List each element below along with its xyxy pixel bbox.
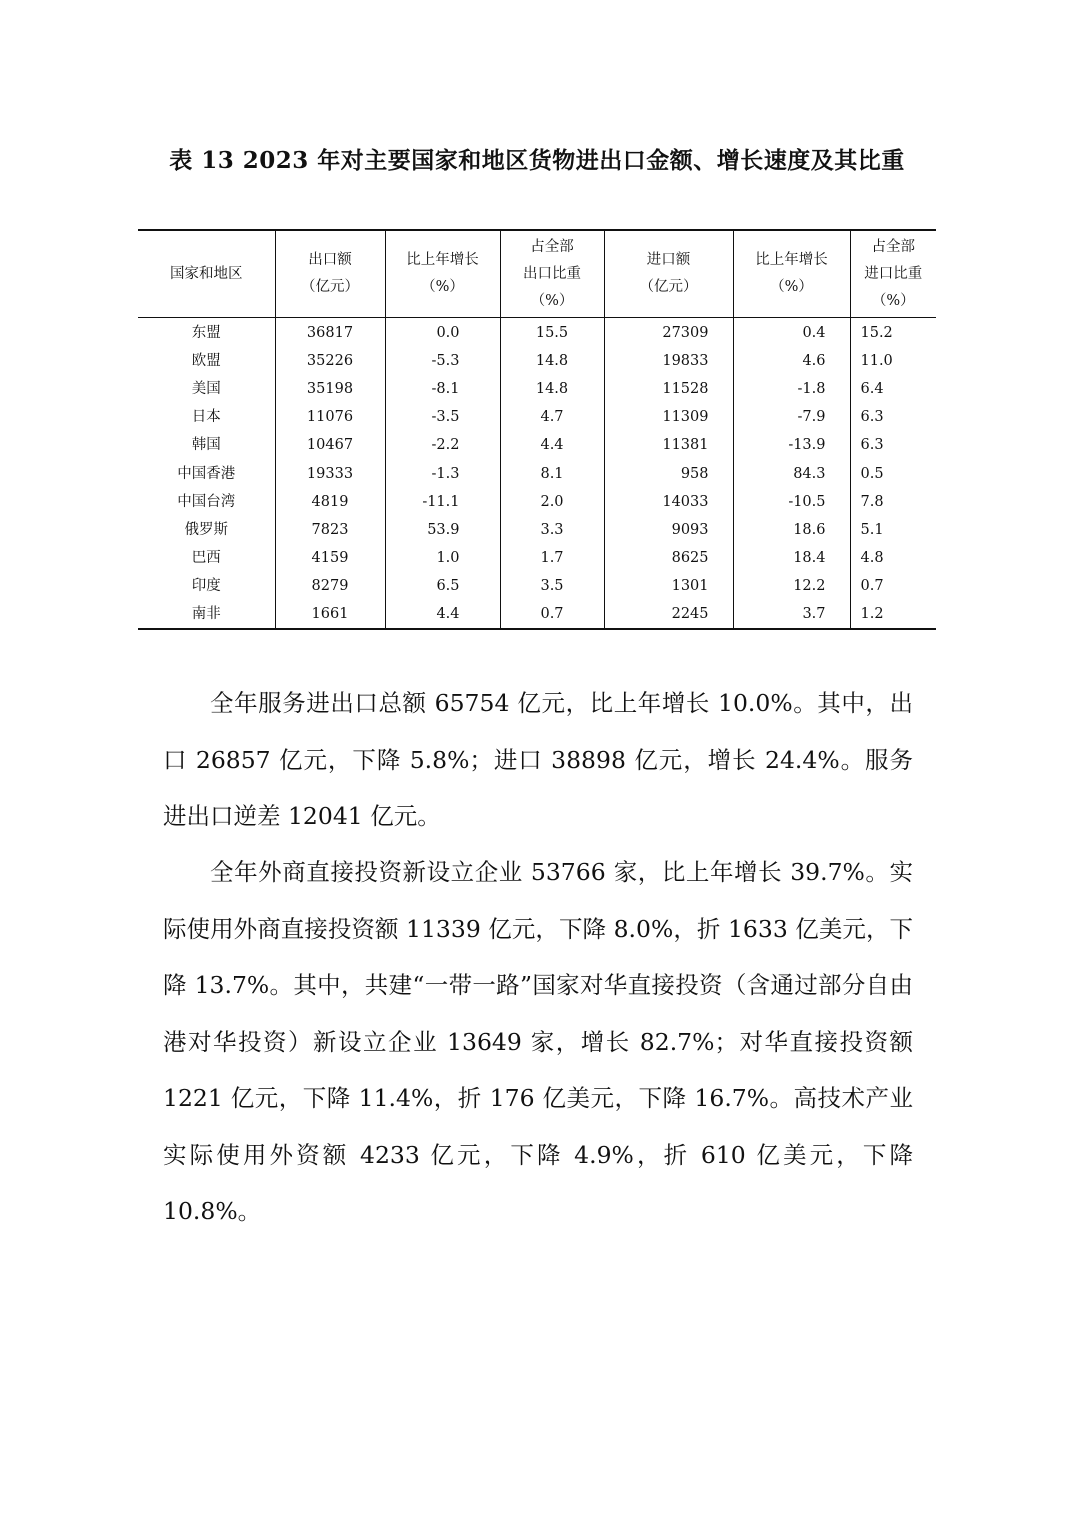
cell-import-growth: 18.4 (733, 544, 850, 572)
table-row (138, 375, 936, 403)
table-row (138, 459, 936, 487)
table-row (138, 403, 936, 431)
cell-region: 韩国 (138, 431, 275, 459)
cell-export: 35226 (275, 347, 385, 375)
cell-import-share: 7.8 (860, 493, 884, 510)
header-line: 进口额 (646, 252, 691, 268)
cell-import-share: 0.5 (860, 465, 884, 482)
header-export-share (500, 230, 604, 318)
table-title: 表 13 2023 年对主要国家和地区货物进出口金额、增长速度及其比重 (169, 147, 905, 174)
table-row (138, 600, 936, 629)
cell-import-share: 15.2 (860, 325, 893, 342)
cell-import-share: 6.4 (860, 381, 884, 398)
cell-import: 14033 (604, 488, 733, 516)
cell-region: 东盟 (138, 318, 275, 348)
header-line: 占全部 (530, 238, 574, 255)
cell-import-growth: -1.8 (733, 375, 850, 403)
cell-import-share: 6.3 (860, 437, 884, 454)
cell-export-growth: 6.5 (385, 572, 500, 600)
paragraph-services-trade: 全年服务进出口总额 65754 亿元，比上年增长 10.0%。其中，出口 26857 亿元，下降 5.8%；进口 38898 亿元，增长 24.4%。服务进出口逆差 12041 亿元。 (163, 689, 913, 830)
cell-export: 8279 (275, 572, 385, 600)
header-line: 比上年增长 (755, 252, 828, 268)
header-region (138, 230, 275, 318)
header-import-growth (733, 230, 850, 318)
cell-import-growth: 3.7 (733, 600, 850, 629)
cell-export: 1661 (275, 600, 385, 629)
cell-export-share: 2.0 (500, 488, 604, 516)
header-line: 出口比重 (523, 265, 581, 282)
cell-import-growth: 18.6 (733, 516, 850, 544)
cell-export-growth: -8.1 (385, 375, 500, 403)
header-line: （%） (530, 292, 574, 309)
table-row (138, 431, 936, 459)
cell-export: 19333 (275, 459, 385, 487)
header-line: （亿元） (639, 279, 698, 295)
cell-export: 10467 (275, 431, 385, 459)
cell-export-growth: -5.3 (385, 347, 500, 375)
header-line: 占全部 (871, 238, 915, 255)
cell-region: 巴西 (138, 544, 275, 572)
cell-region: 南非 (138, 600, 275, 629)
header-line: （%） (871, 292, 915, 309)
cell-export-share: 0.7 (500, 600, 604, 629)
cell-import-share: 1.2 (860, 605, 884, 622)
table-row (138, 488, 936, 516)
cell-import-growth: -10.5 (733, 488, 850, 516)
cell-export-share: 14.8 (500, 375, 604, 403)
cell-export: 35198 (275, 375, 385, 403)
cell-import: 27309 (604, 318, 733, 348)
cell-import: 11381 (604, 431, 733, 459)
header-export-growth (385, 230, 500, 318)
cell-import-growth: -7.9 (733, 403, 850, 431)
cell-export: 11076 (275, 403, 385, 431)
cell-import-growth: 12.2 (733, 572, 850, 600)
cell-import: 19833 (604, 347, 733, 375)
cell-region: 印度 (138, 572, 275, 600)
cell-export-share: 14.8 (500, 347, 604, 375)
header-line: （%） (770, 279, 813, 295)
cell-region: 日本 (138, 403, 275, 431)
trade-table (138, 229, 936, 630)
header-export (275, 230, 385, 318)
table-row (138, 516, 936, 544)
cell-import: 9093 (604, 516, 733, 544)
cell-export: 36817 (275, 318, 385, 348)
cell-import: 1301 (604, 572, 733, 600)
cell-export-growth: 0.0 (385, 318, 500, 348)
header-line: （%） (421, 279, 464, 295)
header-import-share (850, 230, 936, 318)
cell-region: 中国台湾 (138, 488, 275, 516)
header-line: 比上年增长 (406, 252, 479, 268)
table-body (138, 318, 936, 630)
cell-export-share: 15.5 (500, 318, 604, 348)
cell-export-growth: 4.4 (385, 600, 500, 629)
cell-export-share: 8.1 (500, 459, 604, 487)
cell-import-share: 5.1 (860, 521, 884, 538)
cell-export-growth: -2.2 (385, 431, 500, 459)
table-row (138, 572, 936, 600)
cell-import-share: 4.8 (860, 549, 884, 566)
cell-export-growth: 53.9 (385, 516, 500, 544)
cell-import-growth: -13.9 (733, 431, 850, 459)
cell-export: 7823 (275, 516, 385, 544)
cell-import-share: 11.0 (860, 353, 893, 370)
cell-region: 俄罗斯 (138, 516, 275, 544)
cell-export-share: 3.5 (500, 572, 604, 600)
header-import (604, 230, 733, 318)
cell-export-share: 3.3 (500, 516, 604, 544)
header-line: 进口比重 (864, 265, 923, 282)
table-header-row (138, 230, 936, 318)
cell-export-share: 4.7 (500, 403, 604, 431)
paragraph-foreign-investment: 全年外商直接投资新设立企业 53766 家，比上年增长 39.7%。实际使用外商直接投资额 11339 亿元，下降 8.0%，折 1633 亿美元，下降 13.7%。其中，共建“一带一路”国家对华直接投资（含通过部分自由港对华投资）新设立企业 13649 家，增长 82.7%；对华直接投资额 1221 亿元，下降 11.4%，折 176 亿美元，下降 16.7%。高技术产业实际使用外资额 4233 亿元，下降 4.9%，折 610 亿美元，下降 10.8%。 (163, 858, 913, 1225)
cell-import-growth: 0.4 (733, 318, 850, 348)
table-row (138, 347, 936, 375)
cell-region: 欧盟 (138, 347, 275, 375)
cell-import: 8625 (604, 544, 733, 572)
table-row (138, 318, 936, 348)
cell-import: 11309 (604, 403, 733, 431)
cell-import: 11528 (604, 375, 733, 403)
cell-import: 958 (604, 459, 733, 487)
cell-export: 4819 (275, 488, 385, 516)
cell-export-share: 1.7 (500, 544, 604, 572)
header-line: 国家和地区 (170, 265, 243, 282)
table-row (138, 544, 936, 572)
cell-export-share: 4.4 (500, 431, 604, 459)
cell-import-growth: 4.6 (733, 347, 850, 375)
cell-import: 2245 (604, 600, 733, 629)
cell-export: 4159 (275, 544, 385, 572)
cell-region: 中国香港 (138, 459, 275, 487)
cell-import-share: 6.3 (860, 409, 884, 426)
cell-export-growth: -11.1 (385, 488, 500, 516)
cell-export-growth: -3.5 (385, 403, 500, 431)
cell-import-share: 0.7 (860, 577, 884, 594)
header-line: （亿元） (301, 279, 359, 295)
cell-export-growth: 1.0 (385, 544, 500, 572)
cell-export-growth: -1.3 (385, 459, 500, 487)
header-line: 出口额 (308, 252, 352, 268)
cell-import-growth: 84.3 (733, 459, 850, 487)
cell-region: 美国 (138, 375, 275, 403)
